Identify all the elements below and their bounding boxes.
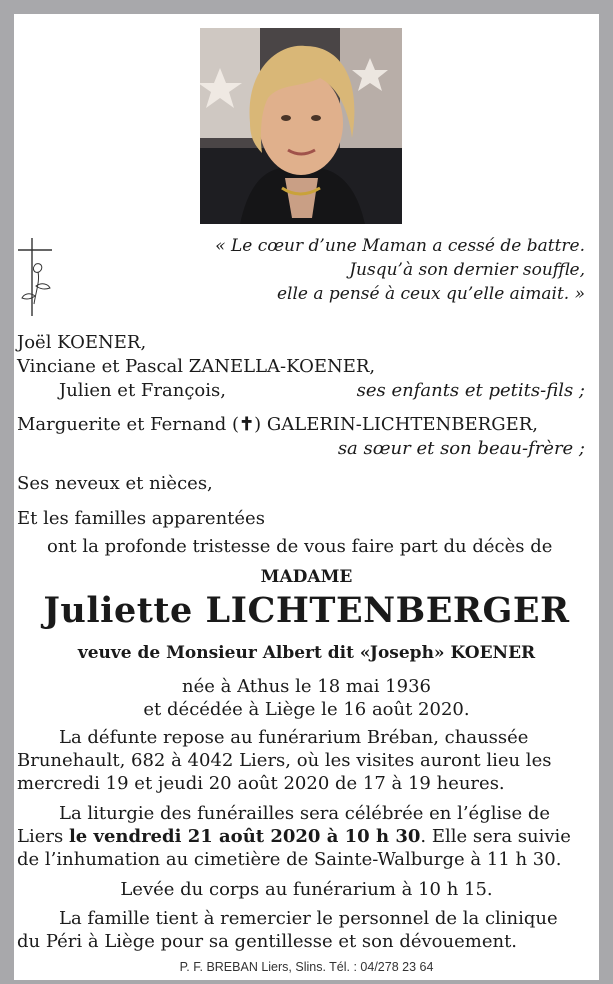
quote-line: Jusqu’à son dernier souffle,	[349, 260, 585, 280]
relation-label: sa sœur et son beau-frère ;	[337, 438, 585, 459]
info-line: mercredi 19 et jeudi 20 août 2020 de 17 à 19 heures.	[17, 773, 505, 794]
info-line: du Péri à Liège pour sa gentillesse et son dévouement.	[17, 931, 518, 952]
family-member: Joël KOENER,	[17, 332, 147, 353]
deceased-name: Juliette LICHTENBERGER	[43, 590, 570, 631]
info-text: Liers	[17, 826, 69, 847]
quote-line: « Le cœur d’une Maman a cessé de battre.	[215, 236, 585, 256]
info-line: La famille tient à remercier le personnel de la clinique	[59, 908, 558, 929]
info-line: La défunte repose au funérarium Bréban, chaussée	[59, 727, 529, 748]
family-member: Et les familles apparentées	[17, 508, 265, 529]
relation-label: ses enfants et petits-fils ;	[356, 380, 585, 401]
quote-line: elle a pensé à ceux qu’elle aimait. »	[276, 284, 585, 304]
death-info: et décédée à Liège le 16 août 2020.	[143, 699, 470, 720]
info-text: . Elle sera suivie	[420, 826, 571, 847]
info-line: Levée du corps au funérarium à 10 h 15.	[120, 879, 493, 900]
funeral-datetime: le vendredi 21 août 2020 à 10 h 30	[68, 826, 421, 847]
family-member-name: Marguerite et Fernand (	[17, 414, 240, 435]
deceased-widow-of: veuve de Monsieur Albert dit «Joseph» KOENER	[77, 643, 536, 663]
family-member-name: ) GALERIN-LICHTENBERGER,	[254, 414, 539, 435]
epitaph-quote	[145, 234, 585, 306]
info-line: Brunehault, 682 à 4042 Liers, où les visites auront lieu les	[17, 750, 552, 771]
info-line: La liturgie des funérailles sera célébrée en l’église de	[59, 803, 551, 824]
deceased-title: MADAME	[260, 567, 353, 587]
family-member: Ses neveux et nièces,	[17, 473, 213, 494]
cross-with-rose-icon	[14, 236, 56, 318]
portrait-image	[200, 28, 402, 224]
funeral-home-footer: P. F. BREBAN Liers, Slins. Tél. : 04/278 23 64	[179, 960, 434, 974]
deceased-cross-icon: ✝	[239, 414, 255, 435]
birth-info: née à Athus le 18 mai 1936	[182, 676, 431, 697]
info-line	[17, 825, 571, 848]
family-member	[17, 413, 538, 436]
announcement-line: ont la profonde tristesse de vous faire part du décès de	[47, 536, 553, 557]
family-member: Julien et François,	[59, 380, 226, 401]
portrait-photo	[200, 28, 402, 224]
info-line: de l’inhumation au cimetière de Sainte-Walburge à 11 h 30.	[17, 849, 562, 870]
family-member: Vinciane et Pascal ZANELLA-KOENER,	[17, 356, 376, 377]
